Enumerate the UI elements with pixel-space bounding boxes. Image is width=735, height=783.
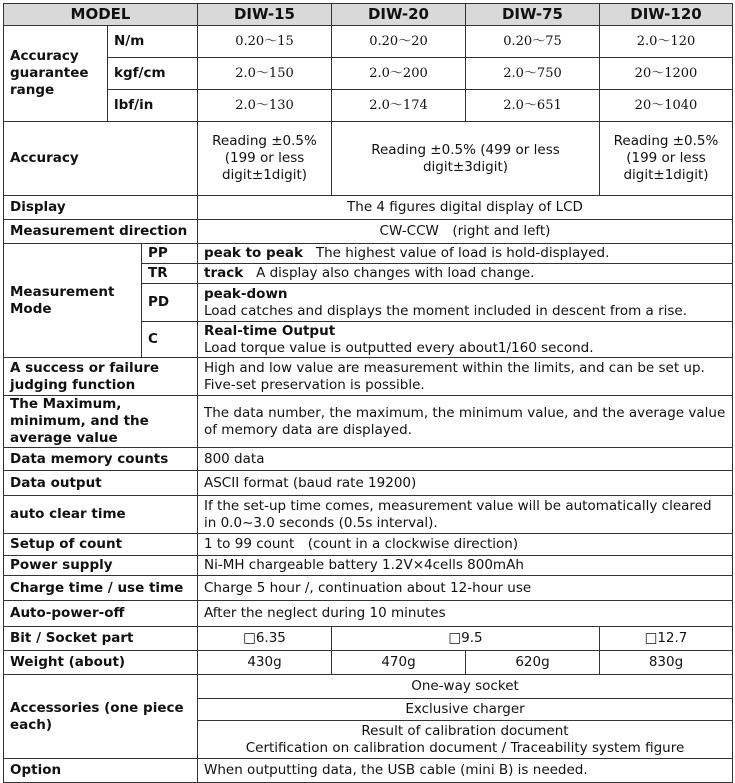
memory-row bbox=[4, 448, 733, 471]
unit-lbfin: lbf/in bbox=[108, 90, 198, 122]
accessory-item: Exclusive charger bbox=[198, 699, 733, 721]
weight-value: 430g bbox=[198, 651, 332, 675]
range-value: 2.0～200 bbox=[332, 58, 466, 90]
spec-table bbox=[3, 3, 733, 783]
accuracy-diw15: Reading ±0.5% (199 or less digit±1digit) bbox=[198, 122, 332, 196]
mode-row-pp bbox=[4, 244, 733, 264]
accessory-item bbox=[198, 721, 733, 759]
power-value: Ni-MH chargeable battery 1.2V×4cells 800mAh bbox=[198, 556, 733, 576]
accuracy-label: Accuracy bbox=[4, 122, 198, 196]
mode-desc bbox=[198, 322, 733, 358]
memory-label: Data memory counts bbox=[4, 448, 198, 471]
direction-value: CW-CCW (right and left) bbox=[198, 220, 733, 244]
autooff-label: Auto-power-off bbox=[4, 601, 198, 627]
charge-row bbox=[4, 576, 733, 601]
autooff-row bbox=[4, 601, 733, 627]
output-value: ASCII format (baud rate 19200) bbox=[198, 471, 733, 496]
range-row-lbf bbox=[4, 90, 733, 122]
bit-diw120: □12.7 bbox=[600, 627, 733, 651]
weight-value: 830g bbox=[600, 651, 733, 675]
output-row bbox=[4, 471, 733, 496]
power-label: Power supply bbox=[4, 556, 198, 576]
autooff-value: After the neglect during 10 minutes bbox=[198, 601, 733, 627]
direction-label: Measurement direction bbox=[4, 220, 198, 244]
display-row bbox=[4, 196, 733, 220]
model-diw75: DIW-75 bbox=[466, 4, 600, 26]
bit-label: Bit / Socket part bbox=[4, 627, 198, 651]
judging-label: A success or failure judging function bbox=[4, 358, 198, 396]
accessory-text: Result of calibration document bbox=[361, 722, 569, 739]
accessory-row bbox=[4, 675, 733, 699]
accessory-item: One-way socket bbox=[198, 675, 733, 699]
mode-term: track bbox=[204, 265, 244, 281]
range-value: 2.0～120 bbox=[600, 26, 733, 58]
mode-desc bbox=[198, 284, 733, 322]
display-label: Display bbox=[4, 196, 198, 220]
model-diw20: DIW-20 bbox=[332, 4, 466, 26]
maxmin-label: The Maximum, minimum, and the average value bbox=[4, 396, 198, 448]
header-row bbox=[4, 4, 733, 26]
judging-row bbox=[4, 358, 733, 396]
mode-term: Real-time Output bbox=[204, 322, 336, 339]
range-value: 2.0～130 bbox=[198, 90, 332, 122]
range-value: 20～1040 bbox=[600, 90, 733, 122]
charge-label: Charge time / use time bbox=[4, 576, 198, 601]
weight-label: Weight (about) bbox=[4, 651, 198, 675]
range-value: 2.0～750 bbox=[466, 58, 600, 90]
unit-kgfcm: kgf/cm bbox=[108, 58, 198, 90]
range-value: 2.0～174 bbox=[332, 90, 466, 122]
mode-text: Load catches and displays the moment included in descent from a rise. bbox=[204, 302, 688, 319]
unit-nm: N/m bbox=[108, 26, 198, 58]
weight-row bbox=[4, 651, 733, 675]
weight-value: 470g bbox=[332, 651, 466, 675]
mode-label: Measurement Mode bbox=[4, 244, 142, 358]
accuracy-diw120: Reading ±0.5% (199 or less digit±1digit) bbox=[600, 122, 733, 196]
range-value: 0.20～15 bbox=[198, 26, 332, 58]
model-header: MODEL bbox=[4, 4, 198, 26]
judging-value: High and low value are measurement within the limits, and can be set up. Five-set preservation is possible. bbox=[198, 358, 733, 396]
mode-text: Load torque value is outputted every about1/160 second. bbox=[204, 339, 594, 356]
maxmin-value: The data number, the maximum, the minimum value, and the average value of memory data are displayed. bbox=[198, 396, 733, 448]
direction-row bbox=[4, 220, 733, 244]
range-value: 2.0～651 bbox=[466, 90, 600, 122]
accessories-label: Accessories (one piece each) bbox=[4, 675, 198, 759]
range-value: 2.0～150 bbox=[198, 58, 332, 90]
mode-code: PP bbox=[142, 244, 198, 264]
accessory-text: Certification on calibration document / Traceability system figure bbox=[245, 739, 685, 756]
option-value: When outputting data, the USB cable (mini B) is needed. bbox=[198, 759, 733, 783]
maxmin-row bbox=[4, 396, 733, 448]
model-diw120: DIW-120 bbox=[600, 4, 733, 26]
option-row bbox=[4, 759, 733, 783]
bit-diw20-75: □9.5 bbox=[332, 627, 600, 651]
charge-value: Charge 5 hour /, continuation about 12-hour use bbox=[198, 576, 733, 601]
range-value: 20～1200 bbox=[600, 58, 733, 90]
display-value: The 4 figures digital display of LCD bbox=[198, 196, 733, 220]
mode-term: peak to peak bbox=[204, 245, 303, 261]
mode-code: TR bbox=[142, 264, 198, 284]
accuracy-diw20-75: Reading ±0.5% (499 or less digit±3digit) bbox=[332, 122, 600, 196]
weight-value: 620g bbox=[466, 651, 600, 675]
autoclear-row bbox=[4, 496, 733, 534]
option-label: Option bbox=[4, 759, 198, 783]
bit-diw15: □6.35 bbox=[198, 627, 332, 651]
count-label: Setup of count bbox=[4, 534, 198, 556]
count-value: 1 to 99 count (count in a clockwise direction) bbox=[198, 534, 733, 556]
range-label: Accuracy guarantee range bbox=[4, 26, 108, 122]
bit-row bbox=[4, 627, 733, 651]
count-row bbox=[4, 534, 733, 556]
range-value: 0.20～20 bbox=[332, 26, 466, 58]
autoclear-label: auto clear time bbox=[4, 496, 198, 534]
mode-desc bbox=[198, 264, 733, 284]
mode-desc bbox=[198, 244, 733, 264]
output-label: Data output bbox=[4, 471, 198, 496]
autoclear-value: If the set-up time comes, measurement value will be automatically cleared in 0.0~3.0 seconds (0.5s interval). bbox=[198, 496, 733, 534]
range-row-kgf bbox=[4, 58, 733, 90]
accuracy-row bbox=[4, 122, 733, 196]
range-value: 0.20～75 bbox=[466, 26, 600, 58]
mode-text: The highest value of load is hold-displayed. bbox=[315, 245, 610, 261]
mode-term: peak-down bbox=[204, 285, 288, 302]
model-diw15: DIW-15 bbox=[198, 4, 332, 26]
mode-code: C bbox=[142, 322, 198, 358]
range-row-nm bbox=[4, 26, 733, 58]
power-row bbox=[4, 556, 733, 576]
mode-text: A display also changes with load change. bbox=[256, 265, 535, 281]
memory-value: 800 data bbox=[198, 448, 733, 471]
mode-code: PD bbox=[142, 284, 198, 322]
